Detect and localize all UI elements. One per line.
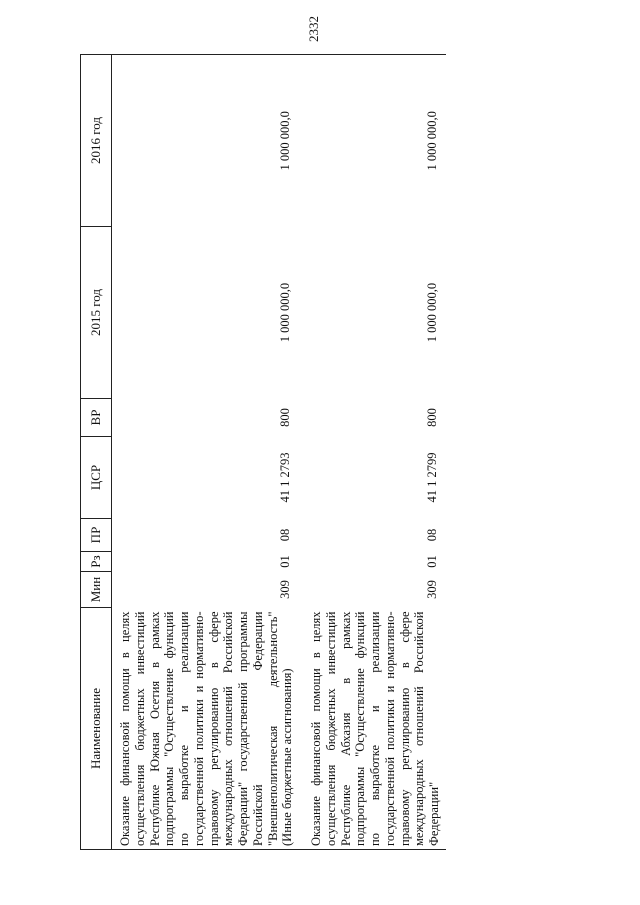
header-rz: Рз — [81, 552, 112, 572]
row-pr: 08 — [278, 528, 293, 542]
table-header-row — [81, 55, 112, 850]
row-min: 309 — [425, 580, 439, 599]
row-csr: 41 1 2799 — [425, 452, 439, 503]
row-vr: 800 — [425, 408, 439, 427]
row-rz: 01 — [425, 555, 439, 568]
row-2015: 1 000 000,0 — [278, 282, 293, 343]
header-2016: 2016 год — [81, 55, 112, 227]
row-2016: 1 000 000,0 — [299, 55, 446, 227]
row-rz: 01 — [278, 555, 293, 568]
row-name: Оказание финансовой помощи в целях осуществления бюджетных инвестиций Республике Абхазия в рамках подпрограммы "Осуществление функций по выработке и реализации государственной политики и нормативно-правовому регулированию в сфере международных отношений Российской Федерации" — [299, 608, 446, 850]
row-2015: 1 000 000,0 — [425, 282, 439, 343]
budget-table — [80, 54, 446, 850]
header-name: Наименование — [81, 608, 112, 850]
row-csr: 41 1 2793 — [278, 452, 293, 503]
budget-table-sheet — [80, 55, 590, 850]
table-row — [112, 55, 300, 850]
header-pr: ПР — [81, 519, 112, 552]
header-min: Мин — [81, 572, 112, 608]
row-vr: 800 — [278, 408, 293, 427]
table-row — [299, 55, 446, 850]
row-min: 309 — [278, 580, 293, 599]
row-name: Оказание финансовой помощи в целях осуществления бюджетных инвестиций Республике Южная Осетия в рамках подпрограммы "Осуществление функций по выработке и реализации государственной политики и нормативно-правовому регулированию в сфере международных отношений Российской Федерации" государственной программы Российской Федерации "Внешнеполитическая деятельность" (Иные бюджетные ассигнования) — [112, 608, 300, 850]
header-csr: ЦСР — [81, 437, 112, 519]
header-vr: ВР — [81, 399, 112, 437]
page-number: 2332 — [306, 16, 321, 42]
header-2015: 2015 год — [81, 227, 112, 399]
row-pr: 08 — [425, 528, 439, 542]
row-2016: 1 000 000,0 — [112, 55, 300, 227]
